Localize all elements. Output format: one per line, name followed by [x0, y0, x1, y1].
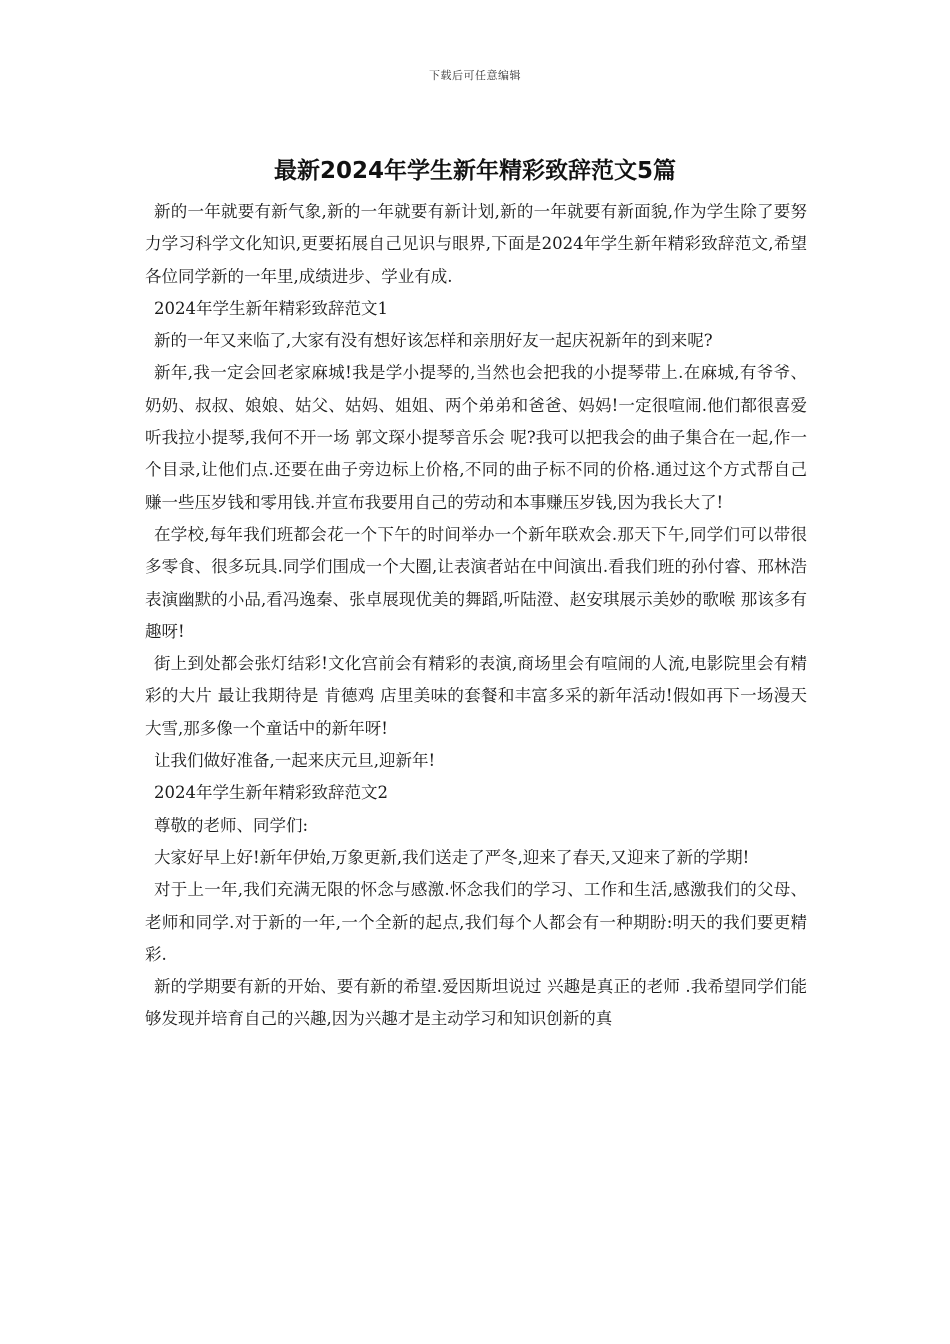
document-title: 最新2024年学生新年精彩致辞范文5篇	[273, 158, 677, 184]
paragraph: 新的一年又来临了,大家有没有想好该怎样和亲朋好友一起庆祝新年的到来呢?	[154, 331, 713, 351]
section-heading-2: 2024年学生新年精彩致辞范文2	[154, 783, 388, 803]
section-heading-1: 2024年学生新年精彩致辞范文1	[154, 298, 388, 318]
paragraph: 新年,我一定会回老家麻城!我是学小提琴的,当然也会把我的小提琴带上.在麻城,有爷爷、奶奶、叔叔、娘娘、姑父、姑妈、姐姐、两个弟弟和爸爸、妈妈!一定很喧闹.他们都很喜爱听我拉小提琴,我何不开一场 郭文琛小提琴音乐会 呢?我可以把我会的曲子集合在一起,作一个目录,让他们点.还要在曲子旁边标上价格,不同的曲子标不同的价格.通过这个方式帮自己赚一些压岁钱和零用钱.并宣布我要用自己的劳动和本事赚压岁钱,因为我长大了!	[145, 363, 807, 512]
salutation: 尊敬的老师、同学们:	[154, 815, 309, 835]
paragraph-intro: 新的一年就要有新气象,新的一年就要有新计划,新的一年就要有新面貌,作为学生除了要努力学习科学文化知识,更要拓展自己见识与眼界,下面是2024年学生新年精彩致辞范文,希望各位同学新的一年里,成绩进步、学业有成.	[145, 202, 807, 286]
paragraph: 在学校,每年我们班都会花一个下午的时间举办一个新年联欢会.那天下午,同学们可以带很多零食、很多玩具.同学们围成一个大圈,让表演者站在中间演出.看我们班的孙付睿、邢林浩表演幽默的小品,看冯逸秦、张卓展现优美的舞蹈,听陆澄、赵安琪展示美妙的歌喉 那该多有趣呀!	[145, 524, 807, 641]
header-note: 下载后可任意编辑	[429, 69, 521, 82]
paragraph: 新的学期要有新的开始、要有新的希望.爱因斯坦说过 兴趣是真正的老师 .我希望同学们能够发现并培育自己的兴趣,因为兴趣才是主动学习和知识创新的真	[145, 977, 807, 1029]
paragraph: 街上到处都会张灯结彩!文化宫前会有精彩的表演,商场里会有喧闹的人流,电影院里会有精彩的大片 最让我期待是 肯德鸡 店里美味的套餐和丰富多采的新年活动!假如再下一场漫天大雪,那多像一个童话中的新年呀!	[145, 654, 807, 738]
paragraph: 大家好早上好!新年伊始,万象更新,我们送走了严冬,迎来了春天,又迎来了新的学期!	[154, 847, 750, 867]
paragraph: 让我们做好准备,一起来庆元旦,迎新年!	[154, 751, 436, 771]
document-body	[145, 196, 807, 1036]
paragraph: 对于上一年,我们充满无限的怀念与感激.怀念我们的学习、工作和生活,感激我们的父母、老师和同学.对于新的一年,一个全新的起点,我们每个人都会有一种期盼:明天的我们要更精彩.	[145, 880, 807, 964]
